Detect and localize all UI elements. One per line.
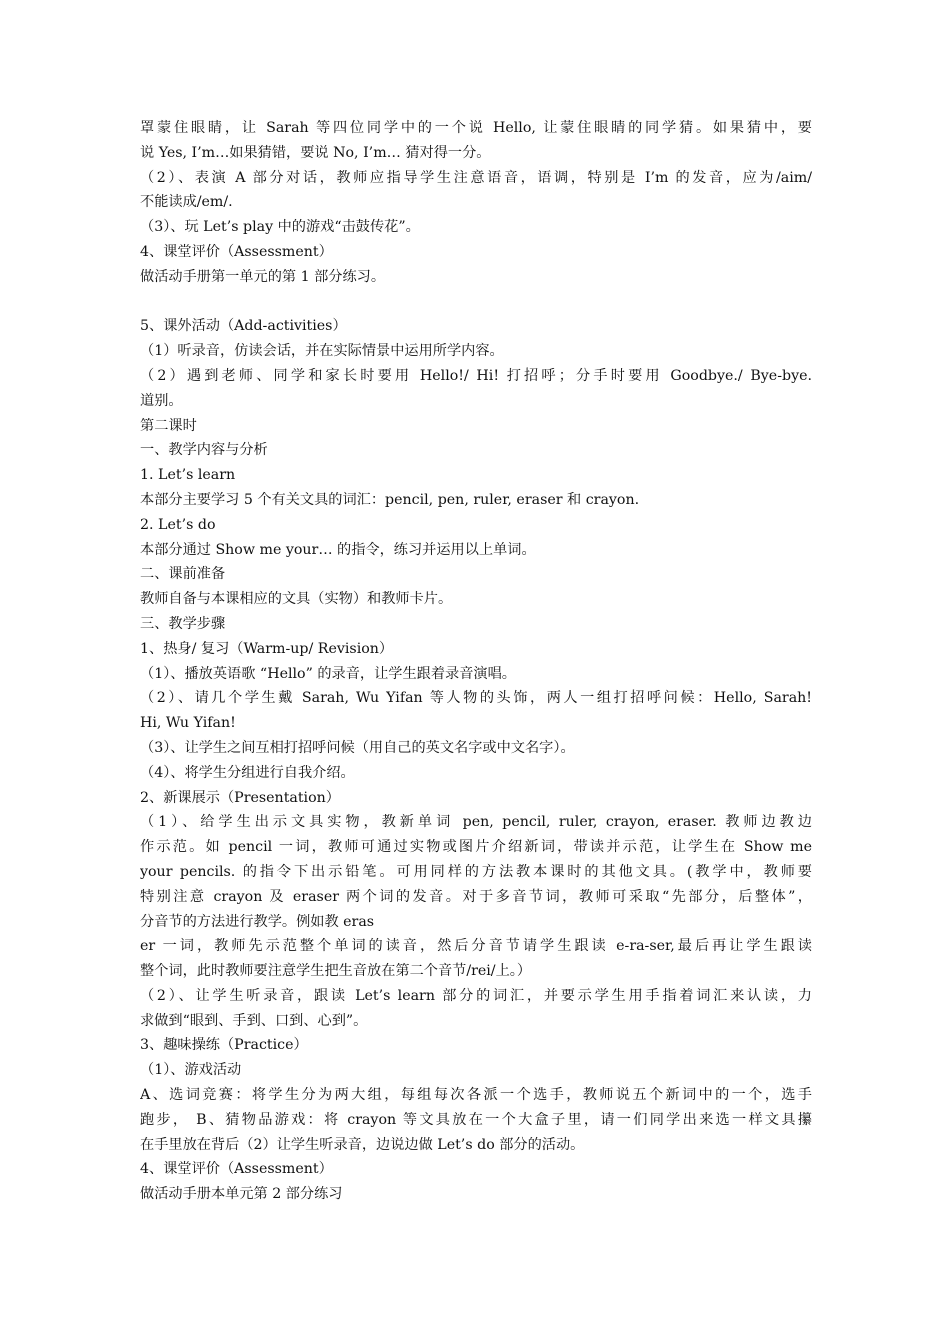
section-heading: 三、教学步骤 — [140, 615, 226, 632]
text-line: 本部分主要学习 5 个有关文具的词汇：pencil, pen, ruler, eraser 和 crayon. — [140, 491, 640, 508]
lesson-heading: 第二课时 — [140, 417, 197, 434]
blank-line — [140, 290, 812, 315]
section-heading: 一、教学内容与分析 — [140, 442, 268, 459]
text-line: 说 Yes, I’m…如果猜错，要说 No, I’m… 猜对得一分。 — [140, 144, 491, 161]
text-line: 罩蒙住眼睛，让 Sarah 等四位同学中的一个说 Hello, 让蒙住眼睛的同学猜。如果猜中，要 — [140, 120, 812, 136]
text-line: A、选词竞赛：将学生分为两大组，每组每次各派一个选手，教师说五个新词中的一个，选手 — [140, 1087, 812, 1104]
text-line: 特别注意 crayon 及 eraser 两个词的发音。对于多音节词，教师可采取“先部分，后整体”， — [140, 888, 812, 905]
text-line: 在手里放在背后（2）让学生听录音，边说边做 Let’s do 部分的活动。 — [140, 1136, 585, 1153]
text-line: （2）、请几个学生戴 Sarah, Wu Yifan 等人物的头饰，两人一组打招呼问候：Hello, Sarah! — [140, 690, 812, 707]
text-line: （2）、让学生听录音，跟读 Let’s learn 部分的词汇，并要示学生用手指着词汇来认读，力 — [140, 987, 812, 1004]
subsection-heading: 4、课堂评价（Assessment） — [140, 1161, 333, 1178]
document-page — [140, 116, 812, 1207]
text-line: （1）、游戏活动 — [140, 1062, 242, 1079]
text-line: （3）、让学生之间互相打招呼问候（用自己的英文名字或中文名字）。 — [140, 739, 575, 756]
text-line: （1）听录音，仿读会话，并在实际情景中运用所学内容。 — [140, 343, 504, 360]
subsection-heading: 2、新课展示（Presentation） — [140, 789, 340, 806]
text-line: 教师自备与本课相应的文具（实物）和教师卡片。 — [140, 591, 453, 608]
text-line: （1）、给学生出示文具实物，教新单词 pen, pencil, ruler, crayon, eraser. 教师边教边 — [140, 814, 812, 831]
text-line: 分音节的方法进行教学。例如教 eras — [140, 913, 375, 930]
text-line: （1）、播放英语歌 “Hello” 的录音，让学生跟着录音演唱。 — [140, 665, 516, 682]
text-line: er 一词，教师先示范整个单词的读音，然后分音节请学生跟读 e-ra-ser,最后再让学生跟读 — [140, 938, 812, 955]
subsection-heading: 1. Let’s learn — [140, 467, 236, 484]
text-line: （2）遇到老师、同学和家长时要用 Hello!/ Hi! 打招呼；分手时要用 Goodbye./ Bye-bye. — [140, 367, 812, 384]
subsection-heading: 2. Let’s do — [140, 516, 216, 533]
text-line: 整个词，此时教师要注意学生把生音放在第二个音节/rei/上。） — [140, 963, 532, 980]
text-line: 作示范。如 pencil 一词，教师可通过实物或图片介绍新词，带读并示范，让学生在 Show me — [140, 839, 812, 856]
text-line: （3）、玩 Let’s play 中的游戏“击鼓传花”。 — [140, 219, 420, 236]
text-line: （4）、将学生分组进行自我介绍。 — [140, 764, 355, 781]
text-line: Hi, Wu Yifan! — [140, 715, 236, 732]
section-heading: 二、课前准备 — [140, 566, 226, 583]
text-line: your pencils. 的指令下出示铅笔。可用同样的方法教本课时的其他文具。(教学中，教师要 — [140, 863, 812, 880]
subsection-heading: 3、趣味操练（Practice） — [140, 1037, 308, 1054]
text-line: 不能读成/em/. — [140, 194, 233, 211]
text-line: 跑步， B、猜物品游戏：将 crayon 等文具放在一个大盒子里，请一们同学出来选一样文具攥 — [140, 1111, 812, 1128]
text-line: （2）、表演 A 部分对话，教师应指导学生注意语音，语调，特别是 I’m 的发音，应为/aim/ — [140, 169, 812, 186]
text-line: 做活动手册本单元第 2 部分练习 — [140, 1186, 343, 1203]
text-line: 求做到“眼到、手到、口到、心到”。 — [140, 1012, 368, 1029]
section-heading: 4、课堂评价（Assessment） — [140, 243, 333, 260]
text-line: 本部分通过 Show me your… 的指令，练习并运用以上单词。 — [140, 541, 536, 558]
text-line: 道别。 — [140, 392, 183, 409]
section-heading: 5、课外活动（Add-activities） — [140, 318, 347, 335]
subsection-heading: 1、热身/ 复习（Warm-up/ Revision） — [140, 640, 394, 657]
text-line: 做活动手册第一单元的第 1 部分练习。 — [140, 268, 386, 285]
